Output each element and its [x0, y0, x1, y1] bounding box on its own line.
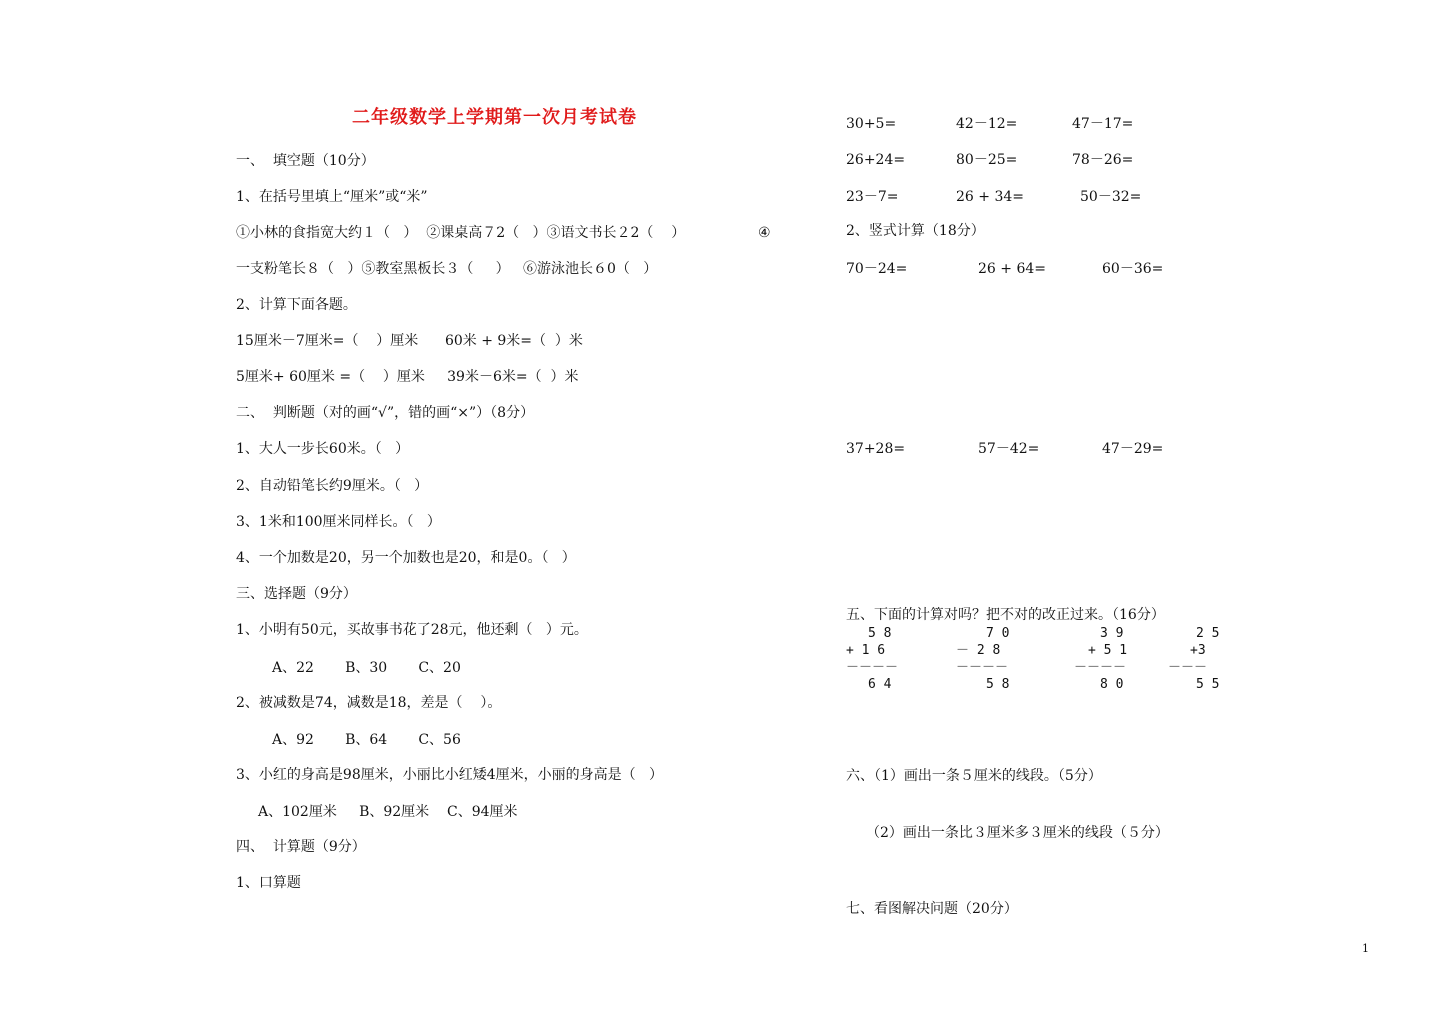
problem-1-line: －－－－ — [846, 660, 899, 675]
oral-r1-c1: 30+5= — [846, 116, 897, 132]
question-3-3-options: A、102厘米 B、92厘米 C、94厘米 — [258, 804, 518, 820]
problem-4-line: －－－ — [1168, 660, 1208, 675]
problem-2-top: 7 0 — [986, 626, 1010, 641]
question-2-3: 3、1米和100厘米同样长。（ ） — [236, 514, 441, 530]
oral-r2-c3: 78－26= — [1072, 152, 1134, 168]
question-3-2: 2、被减数是74，减数是18，差是（ ）。 — [236, 695, 502, 711]
problem-4-result: 5 5 — [1196, 677, 1220, 692]
problem-3-operand: + 5 1 — [1088, 643, 1128, 658]
question-1-1: 1、在括号里填上“厘米”或“米” — [236, 189, 428, 205]
section-7-heading: 七、看图解决问题（20分） — [846, 901, 1018, 917]
question-1-2-line2: 5厘米+ 60厘米 =（ ）厘米 39米－6米=（ ）米 — [236, 369, 579, 385]
question-1-1-line1-tail: ④ — [758, 225, 771, 241]
question-2-1: 1、大人一步长60米。（ ） — [236, 441, 410, 457]
problem-4-top: 2 5 — [1196, 626, 1220, 641]
problem-3-line: －－－－ — [1074, 660, 1127, 675]
vert-r2-c2: 57－42= — [978, 441, 1040, 457]
page-title: 二年级数学上学期第一次月考试卷 — [352, 107, 637, 128]
vert-r1-c2: 26 + 64= — [978, 261, 1046, 277]
question-3-1: 1、小明有50元，买故事书花了28元，他还剩（ ）元。 — [236, 622, 588, 638]
oral-r3-c1: 23－7= — [846, 189, 899, 205]
oral-r3-c2: 26 + 34= — [956, 189, 1024, 205]
section-4-heading: 四、 计算题（9分） — [236, 839, 366, 855]
question-2-2: 2、自动铅笔长约9厘米。（ ） — [236, 478, 429, 494]
vert-r1-c1: 70－24= — [846, 261, 908, 277]
section-3-heading: 三、选择题（9分） — [236, 586, 357, 602]
question-3-3: 3、小红的身高是98厘米，小丽比小红矮4厘米，小丽的身高是（ ） — [236, 767, 663, 783]
vert-r2-c3: 47－29= — [1102, 441, 1164, 457]
question-3-1-options: A、22 B、30 C、20 — [272, 660, 461, 676]
section-1-heading: 一、 填空题（10分） — [236, 153, 375, 169]
vert-r1-c3: 60－36= — [1102, 261, 1164, 277]
problem-2-operand: － 2 8 — [956, 643, 1001, 658]
section-2-heading: 二、 判断题（对的画“√”，错的画“×”）（8分） — [236, 405, 535, 421]
oral-r2-c2: 80－25= — [956, 152, 1018, 168]
vertical-calc-heading: 2、竖式计算（18分） — [846, 223, 985, 239]
oral-r1-c3: 47－17= — [1072, 116, 1134, 132]
problem-2-line: －－－－ — [956, 660, 1009, 675]
problem-4-operand: +3 — [1190, 643, 1206, 658]
problem-3-result: 8 0 — [1100, 677, 1124, 692]
vert-r2-c1: 37+28= — [846, 441, 906, 457]
page-number: 1 — [1362, 942, 1369, 955]
question-4-1: 1、口算题 — [236, 875, 301, 891]
problem-3-top: 3 9 — [1100, 626, 1124, 641]
question-1-2: 2、计算下面各题。 — [236, 297, 357, 313]
section-6-question-1: 六、（1）画出一条５厘米的线段。（5分） — [846, 768, 1102, 784]
question-3-2-options: A、92 B、64 C、56 — [272, 732, 461, 748]
oral-r3-c3: 50－32= — [1080, 189, 1142, 205]
question-1-2-line1: 15厘米－7厘米=（ ）厘米 60米 + 9米=（ ）米 — [236, 333, 583, 349]
problem-2-result: 5 8 — [986, 677, 1010, 692]
question-1-1-line1: ①小林的食指宽大约１（ ） ②课桌高７2（ ）③语文书长２2（ ） — [236, 225, 686, 241]
problem-1-top: 5 8 — [868, 626, 892, 641]
oral-r2-c1: 26+24= — [846, 152, 906, 168]
problem-1-operand: + 1 6 — [846, 643, 886, 658]
problem-1-result: 6 4 — [868, 677, 892, 692]
question-1-1-line2: 一支粉笔长８（ ）⑤教室黑板长３（ ） ⑥游泳池长６0（ ） — [236, 261, 658, 277]
section-5-heading: 五、下面的计算对吗？把不对的改正过来。（16分） — [846, 607, 1165, 623]
section-6-question-2: （2）画出一条比３厘米多３厘米的线段（５分） — [866, 825, 1169, 841]
question-2-4: 4、一个加数是20，另一个加数也是20，和是0。（ ） — [236, 550, 576, 566]
oral-r1-c2: 42－12= — [956, 116, 1018, 132]
